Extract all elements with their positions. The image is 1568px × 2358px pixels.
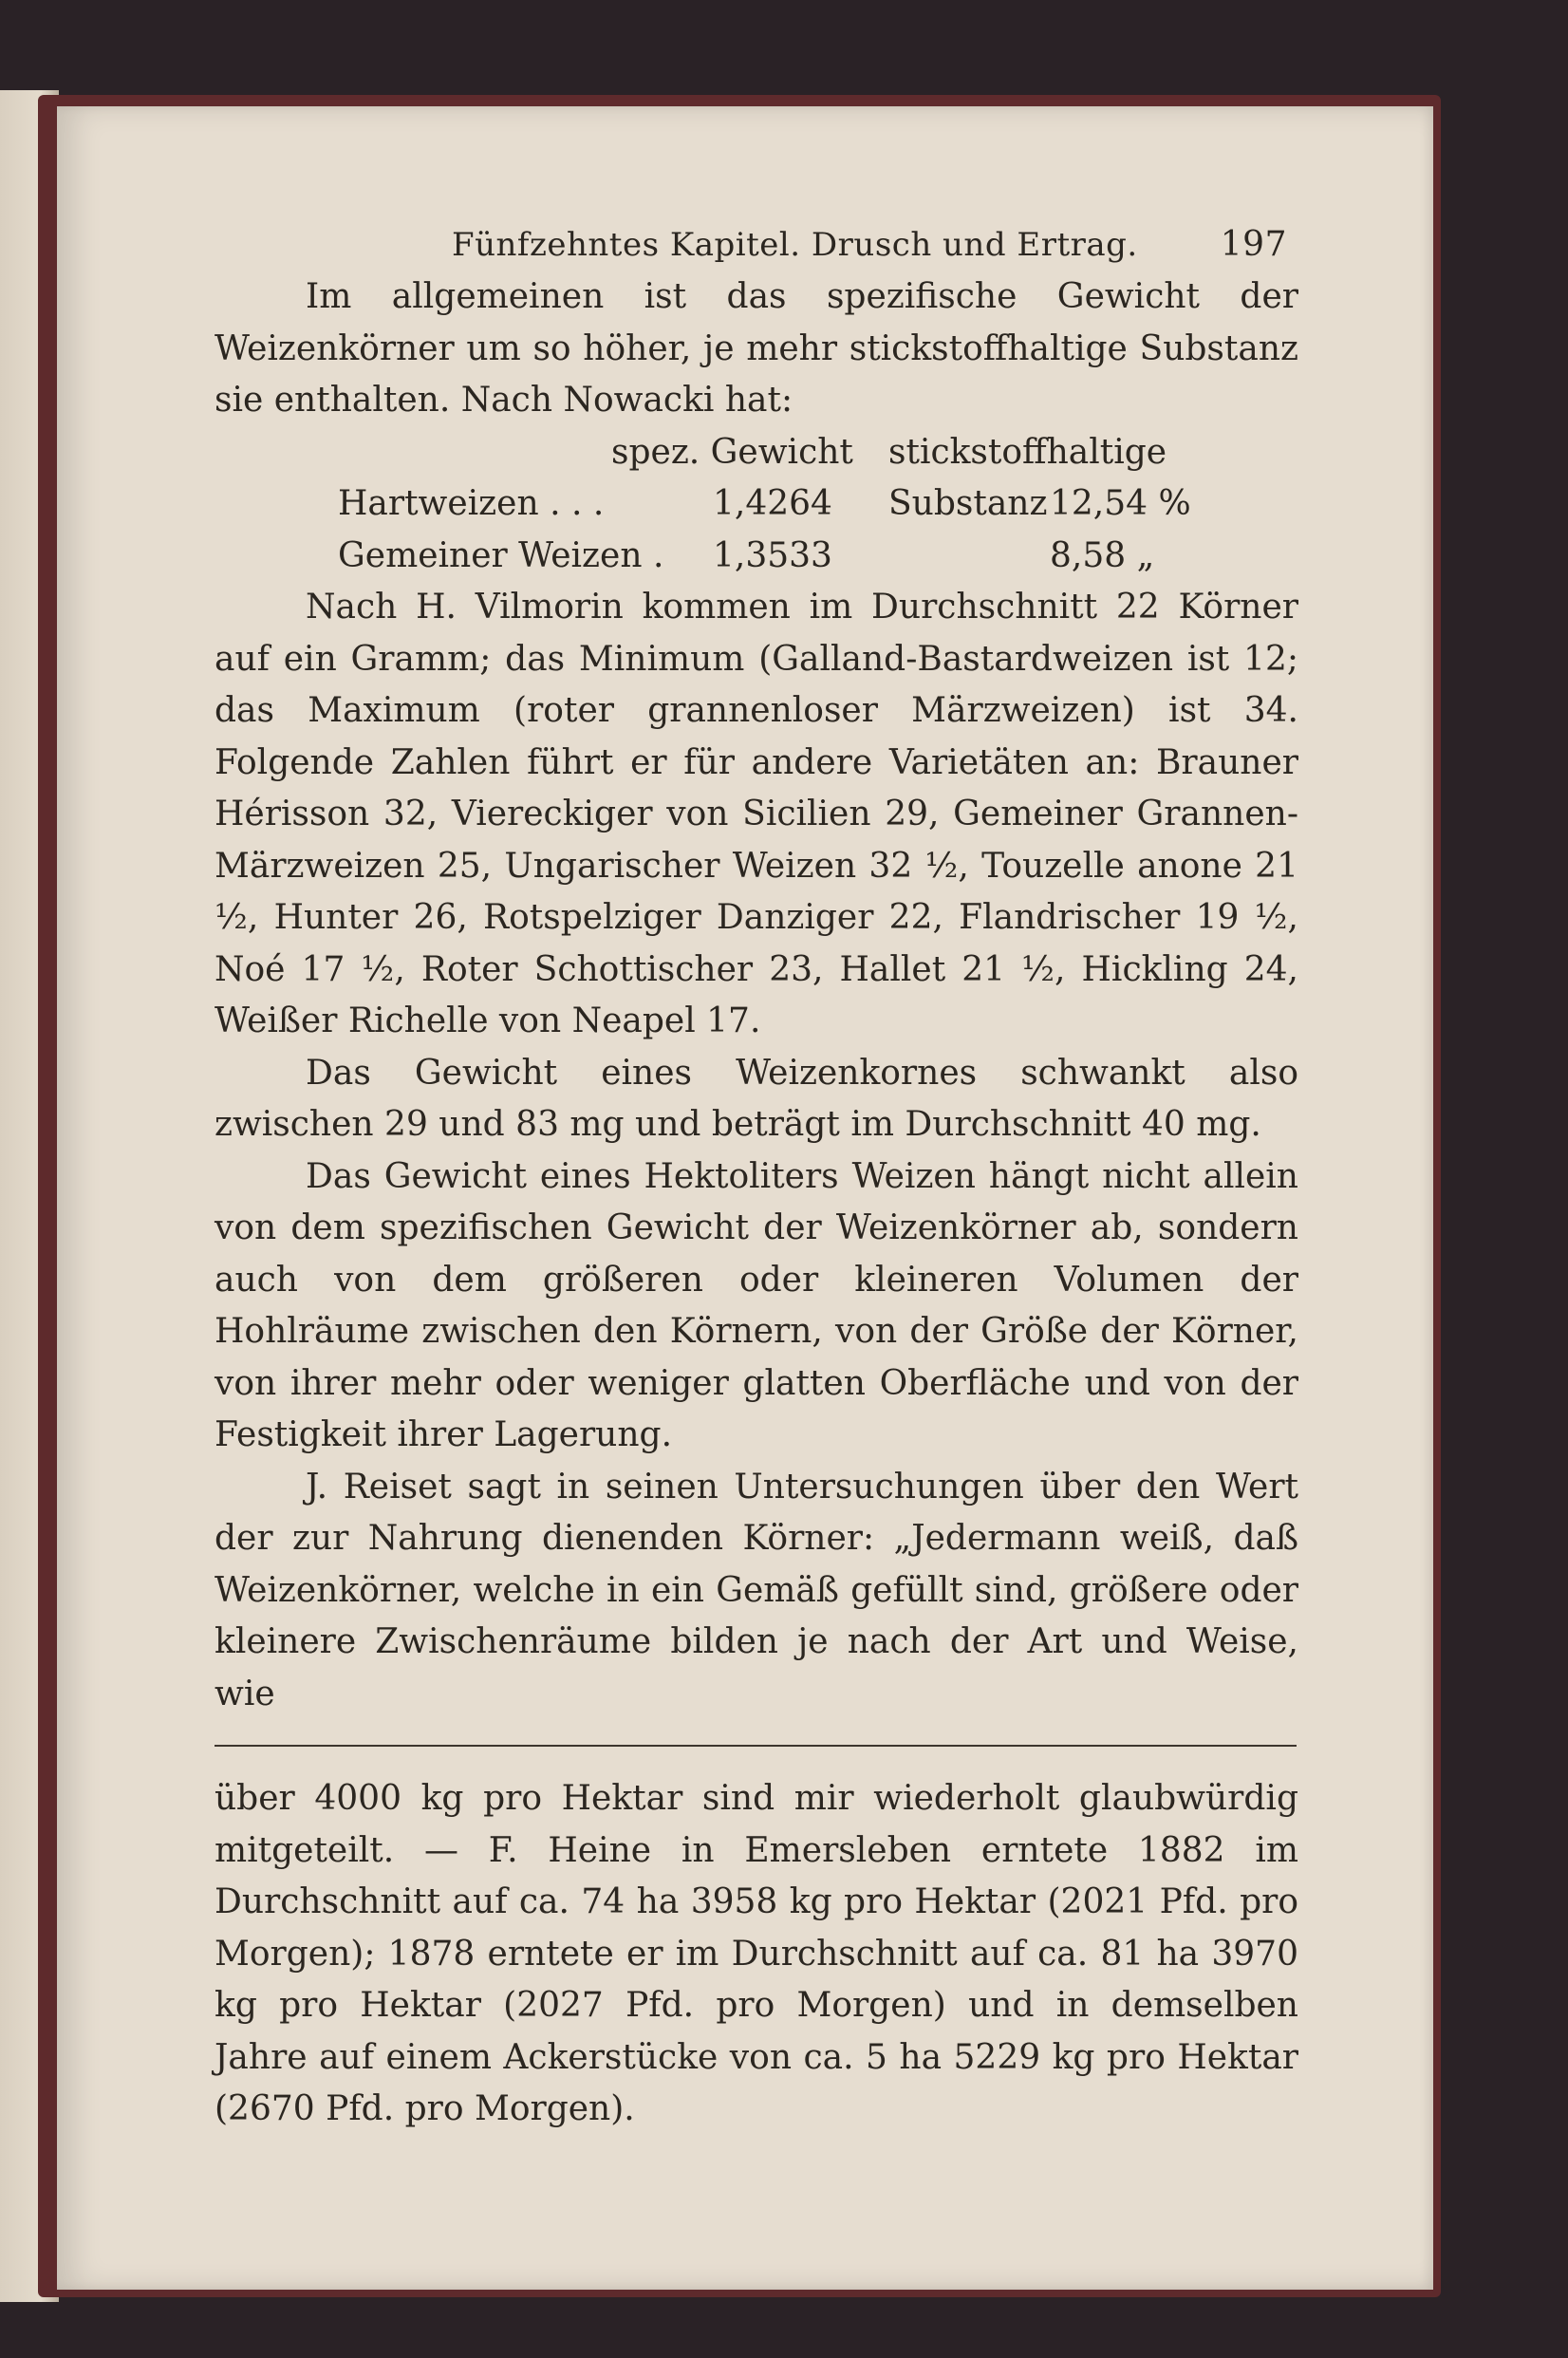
col-header-spec: spez. Gewicht [611,432,853,472]
table-row [215,531,1298,583]
row-spec: 1,4264 [713,484,832,523]
footnote-text: über 4000 kg pro Hektar sind mir wiederholt glaubwürdig mitgeteilt. — F. Heine in Emersleben erntete 1882 im Durchschnitt auf ca. 74 ha 3958 kg pro Hektar (2021 Pfd. pro Morgen); 1878 erntete er im Durchschnitt auf ca. 81 ha 3970 kg pro Hektar (2027 Pfd. pro Morgen) und in demselben Jahre auf einem Ackerstücke von ca. 5 ha 5229 kg pro Hektar (2670 Pfd. pro Morgen). [215,1779,1298,2128]
row-spec: 1,3533 [713,535,832,575]
vilmorin-paragraph: Nach H. Vilmorin kommen im Durchschnitt 22 Körner auf ein Gramm; das Minimum (Galland-Bastardweizen ist 12; das Maximum (roter grannenloser Märzweizen) ist 34. Folgende Zahlen führt er für andere Varietäten an: Brauner Hérisson 32, Viereckiger von Sicilien 29, Gemeiner Grannen-Märzweizen 25, Ungarischer Weizen 32 ½, Touzelle anone 21 ½, Hunter 26, Rotspelziger Danziger 22, Flandrischer 19 ½, Noé 17 ½, Roter Schottischer 23, Hallet 21 ½, Hickling 24, Weißer Richelle von Neapel 17. [215,588,1298,1040]
book-page [57,106,1433,2290]
page-number: 197 [1220,225,1287,264]
intro-paragraph: Im allgemeinen ist das spezifische Gewicht der Weizenkörner um so höher, je mehr stickstoffhaltige Substanz sie enthalten. Nach Nowacki hat: [215,277,1298,420]
row-stick: 12,54 % [1050,484,1191,523]
reiset-paragraph: J. Reiset sagt in seinen Untersuchungen über den Wert der zur Nahrung dienenden Körner: „Jedermann weiß, daß Weizenkörner, welche in ein Gemäß gefüllt sind, größere oder kleinere Zwischenräume bilden je nach der Art und Weise, wie [215,1467,1298,1713]
page-header [215,218,1298,271]
running-title: Fünfzehntes Kapitel. Drusch und Ertrag. [452,226,1138,264]
row-name: Hartweizen . . . [338,484,605,523]
table-row [215,478,1298,531]
footnote [215,1773,1298,2136]
row-name: Gemeiner Weizen . [338,535,664,575]
footnote-divider [215,1745,1297,1747]
weight-paragraph: Das Gewicht eines Weizenkornes schwankt also zwischen 29 und 83 mg und beträgt im Durchschnitt 40 mg. [215,1053,1298,1144]
gravity-table [215,427,1298,583]
row-stick: 8,58 „ [1050,535,1155,575]
hectoliter-paragraph: Das Gewicht eines Hektoliters Weizen hängt nicht allein von dem spezifischen Gewicht der Weizenkörner ab, sondern auch von dem größeren oder kleineren Volumen der Hohlräume zwischen den Körnern, von der Größe der Körner, von ihrer mehr oder weniger glatten Oberfläche und von der Festigkeit ihrer Lagerung. [215,1156,1298,1454]
page-content [215,218,1298,2136]
col-header-stick: stickstoffhaltige Substanz [888,432,1167,523]
